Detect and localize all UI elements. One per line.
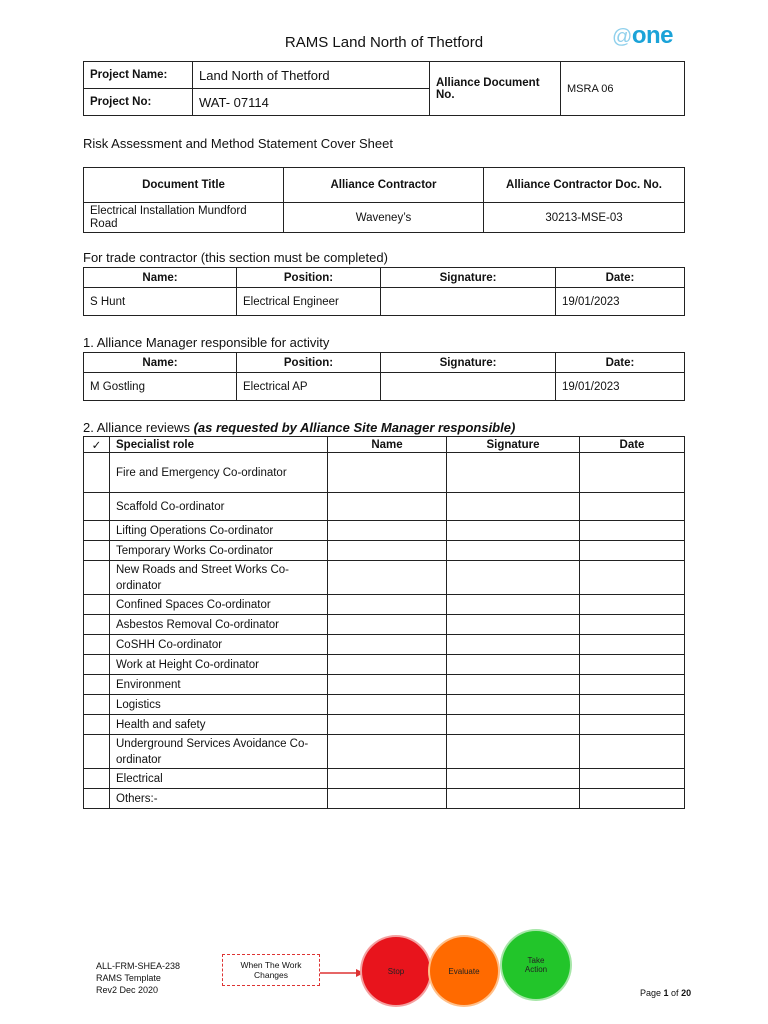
review-row [84,789,685,809]
cover-sheet-heading: Risk Assessment and Method Statement Cover Sheet [83,136,393,151]
review-cell [84,715,110,735]
review-cell [580,595,685,615]
stop-circle: Stop [362,937,430,1005]
review-cell [580,453,685,493]
review-row [84,695,685,715]
review-cell [447,453,580,493]
work-changes-box: When The Work Changes [222,954,320,986]
review-cell [328,715,447,735]
review-row [84,453,685,493]
review-cell [447,493,580,521]
review-row [84,715,685,735]
review-role: New Roads and Street Works Co-ordinator [110,561,328,595]
review-cell [447,635,580,655]
review-cell [447,595,580,615]
page-number: Page 1 of 20 [640,988,692,998]
trade-position: Electrical Engineer [237,288,381,316]
review-cell [328,735,447,769]
alliance-doc-value: MSRA 06 [561,62,685,116]
review-cell [84,541,110,561]
take-action-circle: Take Action [502,931,570,999]
trade-contractor-table [83,267,685,316]
reviews-header: Name [328,437,447,453]
review-cell [328,615,447,635]
alliance-manager-heading: 1. Alliance Manager responsible for activity [83,335,330,350]
reviews-header: Signature [447,437,580,453]
review-cell [84,521,110,541]
company-logo: @one [612,22,673,49]
review-cell [580,615,685,635]
review-role: Lifting Operations Co-ordinator [110,521,328,541]
doc-title-value: Electrical Installation Mundford Road [84,203,284,233]
review-cell [580,735,685,769]
review-row [84,561,685,595]
document-table [83,167,685,233]
review-cell [447,789,580,809]
review-cell [580,789,685,809]
review-cell [84,561,110,595]
doc-header: Document Title [84,168,284,203]
trade-header: Position: [237,268,381,288]
trade-date: 19/01/2023 [556,288,685,316]
review-cell [84,615,110,635]
review-role: Scaffold Co-ordinator [110,493,328,521]
review-role: Asbestos Removal Co-ordinator [110,615,328,635]
manager-header: Date: [556,353,685,373]
review-role: Fire and Emergency Co-ordinator [110,453,328,493]
reviews-header: Date [580,437,685,453]
trade-header: Date: [556,268,685,288]
review-cell [580,493,685,521]
evaluate-circle: Evaluate [430,937,498,1005]
review-cell [328,521,447,541]
review-cell [84,453,110,493]
check-mark-icon: ✓ [84,437,110,453]
review-row [84,735,685,769]
manager-position: Electrical AP [237,373,381,401]
review-role: Work at Height Co-ordinator [110,655,328,675]
alliance-reviews-heading: 2. Alliance reviews (as requested by Alliance Site Manager responsible) [83,420,516,435]
review-cell [580,655,685,675]
project-no-label: Project No: [84,89,193,116]
review-row [84,655,685,675]
review-cell [328,453,447,493]
review-cell [84,595,110,615]
alliance-doc-label: Alliance Document No. [430,62,561,116]
review-cell [328,655,447,675]
project-info-table [83,61,685,116]
review-cell [580,541,685,561]
review-cell [328,789,447,809]
trade-signature [381,288,556,316]
manager-date: 19/01/2023 [556,373,685,401]
review-cell [447,561,580,595]
review-cell [84,789,110,809]
review-cell [580,695,685,715]
review-cell [328,675,447,695]
contractor-doc-no-value: 30213-MSE-03 [484,203,685,233]
doc-header: Alliance Contractor Doc. No. [484,168,685,203]
document-title: RAMS Land North of Thetford [284,34,484,51]
review-cell [447,521,580,541]
review-cell [580,521,685,541]
alliance-contractor-value: Waveney’s [284,203,484,233]
alliance-manager-table [83,352,685,401]
review-cell [447,769,580,789]
review-cell [328,541,447,561]
arrow-right-icon [320,968,364,978]
review-role: CoSHH Co-ordinator [110,635,328,655]
review-cell [580,675,685,695]
review-cell [447,715,580,735]
reviews-header: Specialist role [110,437,328,453]
review-row [84,615,685,635]
review-cell [84,735,110,769]
review-cell [580,715,685,735]
review-cell [328,595,447,615]
alliance-reviews-table [83,436,685,809]
review-row [84,493,685,521]
review-cell [447,735,580,769]
review-role: Electrical [110,769,328,789]
review-cell [84,695,110,715]
review-row [84,521,685,541]
review-cell [328,635,447,655]
manager-name: M Gostling [84,373,237,401]
review-row [84,595,685,615]
review-row [84,541,685,561]
review-cell [328,695,447,715]
review-cell [447,675,580,695]
review-cell [580,561,685,595]
review-cell [580,635,685,655]
review-row [84,769,685,789]
trade-header: Signature: [381,268,556,288]
review-role: Underground Services Avoidance Co-ordinator [110,735,328,769]
review-role: Confined Spaces Co-ordinator [110,595,328,615]
footer-doc-info: ALL-FRM-SHEA-238 RAMS Template Rev2 Dec 2020 [96,961,181,995]
review-cell [447,541,580,561]
review-cell [447,695,580,715]
reviews-body [84,453,685,809]
project-no-value: WAT- 07114 [193,89,430,116]
review-cell [447,615,580,635]
review-row [84,675,685,695]
trade-contractor-heading: For trade contractor (this section must be completed) [83,250,388,265]
project-name-value: Land North of Thetford [193,62,430,89]
review-role: Others:- [110,789,328,809]
trade-name: S Hunt [84,288,237,316]
manager-header: Name: [84,353,237,373]
review-cell [328,769,447,789]
manager-header: Position: [237,353,381,373]
review-cell [84,655,110,675]
review-role: Logistics [110,695,328,715]
trade-header: Name: [84,268,237,288]
review-role: Temporary Works Co-ordinator [110,541,328,561]
manager-header: Signature: [381,353,556,373]
review-cell [580,769,685,789]
review-role: Environment [110,675,328,695]
review-row [84,635,685,655]
manager-signature [381,373,556,401]
review-cell [328,561,447,595]
review-cell [84,675,110,695]
doc-header: Alliance Contractor [284,168,484,203]
review-cell [84,635,110,655]
review-cell [328,493,447,521]
review-cell [84,493,110,521]
project-name-label: Project Name: [84,62,193,89]
review-cell [447,655,580,675]
review-cell [84,769,110,789]
review-role: Health and safety [110,715,328,735]
